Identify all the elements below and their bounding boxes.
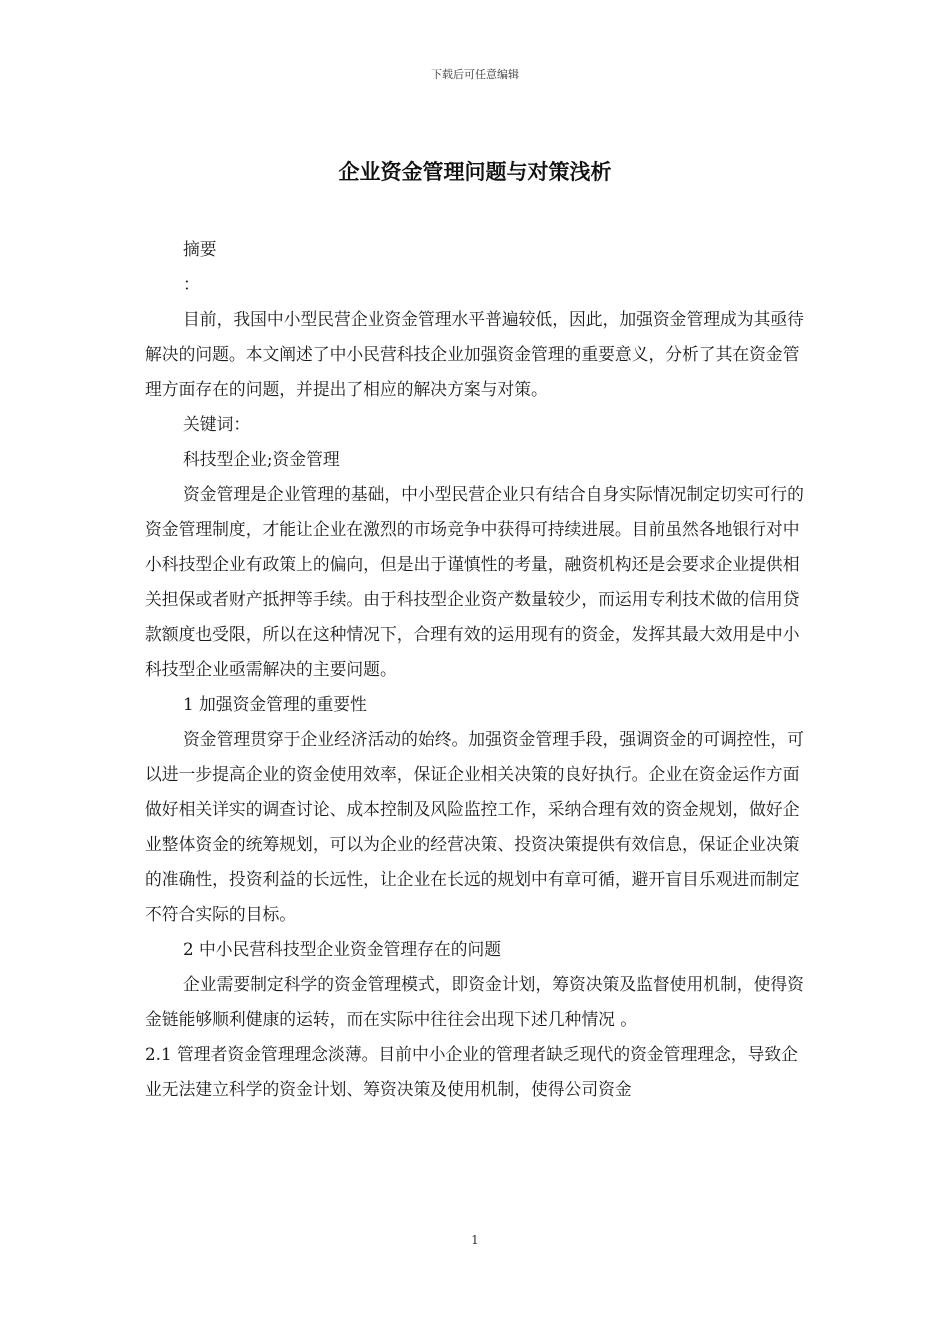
abstract-label: 摘要 [183,239,217,259]
page-number: 1 [471,1233,479,1247]
intro-paragraph: 资金管理是企业管理的基础，中小型民营企业只有结合自身实际情况制定切实可行的资金管理制度，才能让企业在激烈的市场竞争中获得可持续进展。目前虽然各地银行对中小科技型企业有政策上的偏向，但是出于谨慎性的考量，融资机构还是会要求企业提供相关担保或者财产抵押等手续。由于科技型企业资产数量较少，而运用专利技术做的信用贷款额度也受限，所以在这种情况下，合理有效的运用现有的资金，发挥其最大效用是中小科技型企业亟需解决的主要问题。 [145,484,804,679]
document-title: 企业资金管理问题与对策浅析 [338,159,612,184]
abstract-colon: ： [183,274,200,294]
keywords-value: 科技型企业;资金管理 [183,449,340,469]
section-2-paragraph: 企业需要制定科学的资金管理模式，即资金计划，筹资决策及监督使用机制，使得资金链能够顺利健康的运转，而在实际中往往会出现下述几种情况 。 [145,974,804,1029]
keywords-label: 关键词： [183,414,251,434]
document-body [145,232,809,1107]
section-1-heading: 1 加强资金管理的重要性 [183,694,367,714]
section-2-1-paragraph: 2.1 管理者资金管理理念淡薄。目前中小企业的管理者缺乏现代的资金管理理念，导致企业无法建立科学的资金计划、筹资决策及使用机制，使得公司资金 [145,1044,798,1099]
abstract-text: 目前，我国中小型民营企业资金管理水平普遍较低，因此，加强资金管理成为其亟待解决的问题。本文阐述了中小民营科技企业加强资金管理的重要意义，分析了其在资金管理方面存在的问题，并提出了相应的解决方案与对策。 [145,309,804,399]
section-1-paragraph: 资金管理贯穿于企业经济活动的始终。加强资金管理手段，强调资金的可调控性，可以进一步提高企业的资金使用效率，保证企业相关决策的良好执行。企业在资金运作方面做好相关详实的调查讨论、成本控制及风险监控工作，采纳合理有效的资金规划，做好企业整体资金的统筹规划，可以为企业的经营决策、投资决策提供有效信息，保证企业决策的准确性，投资利益的长远性，让企业在长远的规划中有章可循，避开盲目乐观进而制定不符合实际的目标。 [145,729,804,924]
section-2-heading: 2 中小民营科技型企业资金管理存在的问题 [183,939,502,959]
page-header: 下载后可任意编辑 [431,68,519,81]
